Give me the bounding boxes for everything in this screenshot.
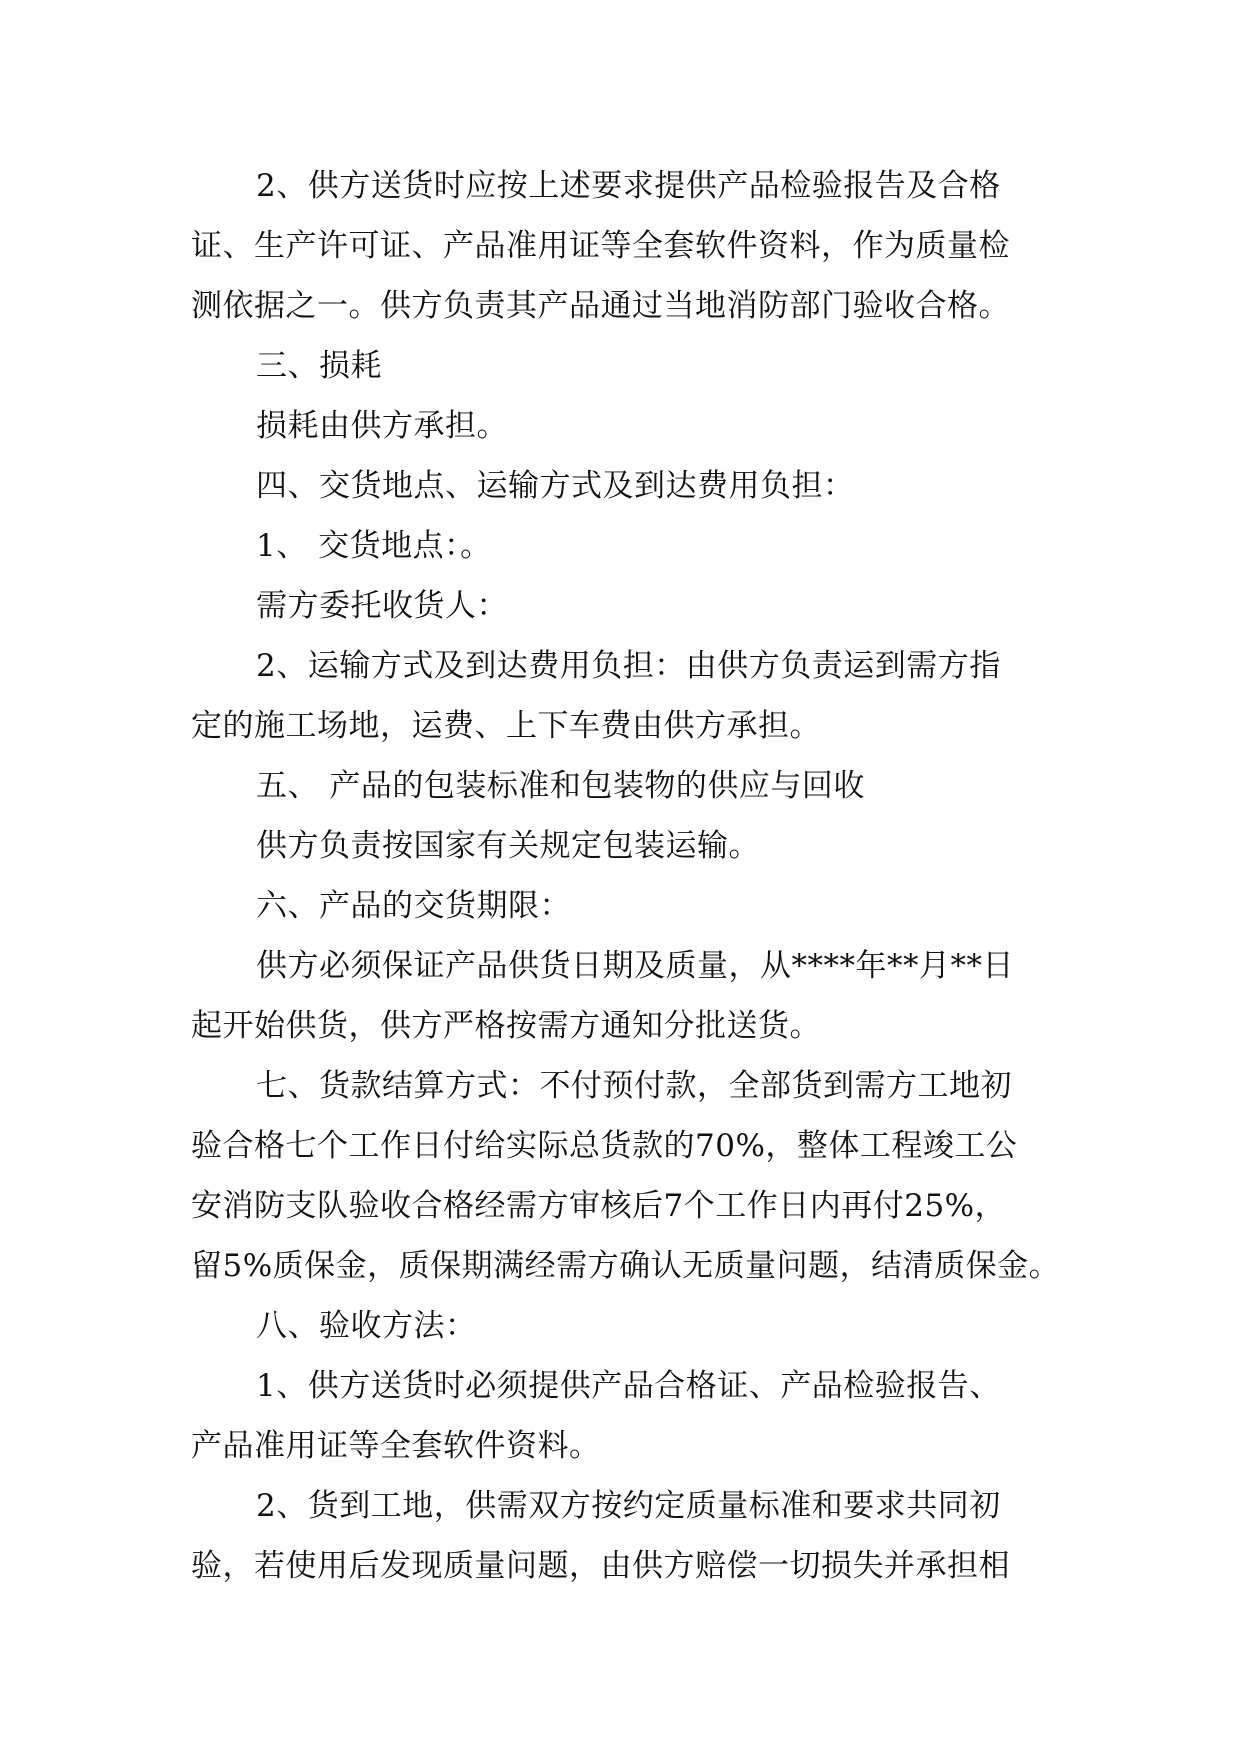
paragraph-line: 供方负责按国家有关规定包装运输。 xyxy=(256,828,760,864)
paragraph-line: 1、供方送货时必须提供产品合格证、产品检验报告、 xyxy=(256,1368,1001,1404)
paragraph-line: 验合格七个工作日付给实际总货款的70%，整体工程竣工公 xyxy=(191,1128,1018,1164)
paragraph-line: 验，若使用后发现质量问题，由供方赔偿一切损失并承担相 xyxy=(191,1548,1010,1584)
section-heading: 四、交货地点、运输方式及到达费用负担： xyxy=(256,468,855,504)
section-heading: 八、验收方法： xyxy=(256,1308,477,1344)
paragraph-line: 供方必须保证产品供货日期及质量，从****年**月**日 xyxy=(256,948,1014,984)
paragraph-line: 损耗由供方承担。 xyxy=(256,408,508,444)
paragraph-line: 安消防支队验收合格经需方审核后7个工作日内再付25%， xyxy=(191,1188,1007,1224)
section-heading: 三、损耗 xyxy=(256,348,382,384)
paragraph-line: 留5%质保金，质保期满经需方确认无质量问题，结清质保金。 xyxy=(191,1248,1061,1284)
section-heading: 五、 产品的包装标准和包装物的供应与回收 xyxy=(256,768,865,804)
paragraph-line: 1、 交货地点：。 xyxy=(256,528,492,564)
section-heading: 六、产品的交货期限： xyxy=(256,888,571,924)
paragraph-line: 定的施工场地，运费、上下车费由供方承担。 xyxy=(191,708,821,744)
paragraph-line: 2、货到工地，供需双方按约定质量标准和要求共同初 xyxy=(256,1488,1001,1524)
paragraph-line: 起开始供货，供方严格按需方通知分批送货。 xyxy=(191,1008,821,1044)
paragraph-line: 证、生产许可证、产品准用证等全套软件资料，作为质量检 xyxy=(191,228,1010,264)
paragraph-line: 需方委托收货人： xyxy=(256,588,508,624)
paragraph-line: 测依据之一。供方负责其产品通过当地消防部门验收合格。 xyxy=(191,288,1010,324)
paragraph-line: 产品准用证等全套软件资料。 xyxy=(191,1428,601,1464)
section-heading: 七、货款结算方式：不付预付款，全部货到需方工地初 xyxy=(256,1068,1012,1104)
paragraph-line: 2、供方送货时应按上述要求提供产品检验报告及合格 xyxy=(256,168,1001,204)
paragraph-line: 2、运输方式及到达费用负担：由供方负责运到需方指 xyxy=(256,648,1001,684)
